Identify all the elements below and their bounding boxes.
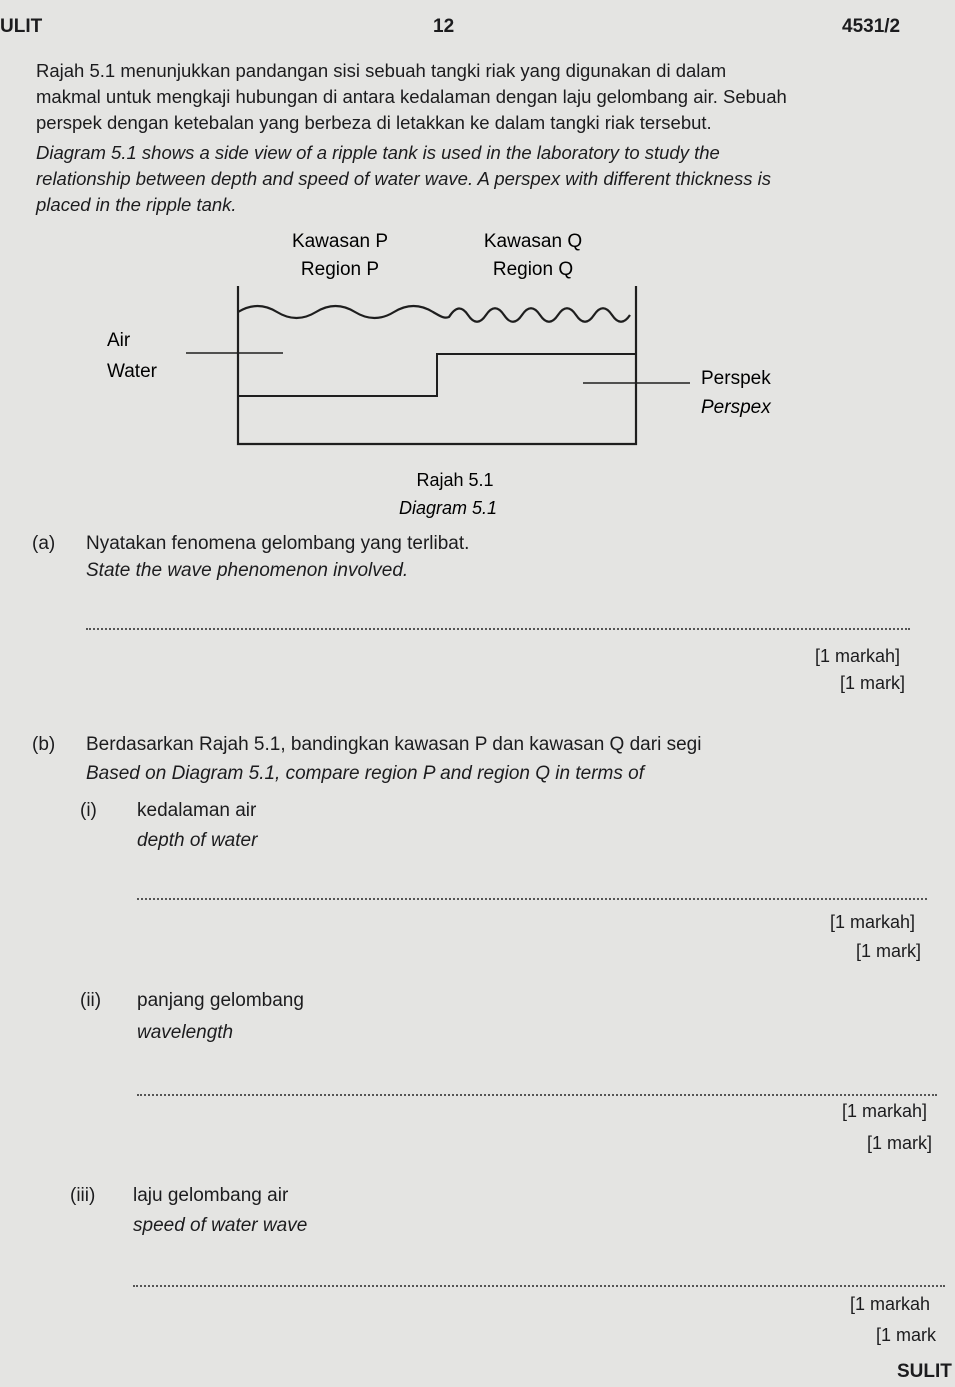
region-p-ms-label: Kawasan P xyxy=(291,231,389,252)
answer-line-b-ii[interactable] xyxy=(137,1094,937,1096)
footer-classification: SULIT xyxy=(897,1361,952,1382)
region-q-ms-label: Kawasan Q xyxy=(483,231,583,252)
intro-ms-line-3: perspek dengan ketebalan yang berbeza di letakkan ke dalam tangki riak tersebut. xyxy=(36,112,712,133)
water-surface-waves xyxy=(238,306,630,322)
intro-ms-line-1: Rajah 5.1 menunjukkan pandangan sisi sebuah tangki riak yang digunakan di dalam xyxy=(36,60,727,81)
answer-line-b-iii[interactable] xyxy=(133,1285,945,1287)
answer-line-a[interactable] xyxy=(86,628,910,630)
region-p-en-label: Region P xyxy=(300,259,380,280)
perspex-ms-label: Perspek xyxy=(701,368,771,389)
part-i-label: (i) xyxy=(80,800,97,821)
question-b-label: (b) xyxy=(32,734,56,755)
diagram-caption-ms: Rajah 5.1 xyxy=(416,470,494,490)
part-ii-mark-ms: [1 markah] xyxy=(842,1101,928,1121)
part-ii-en: wavelength xyxy=(137,1022,234,1043)
part-iii-label: (iii) xyxy=(70,1185,96,1206)
perspex-block xyxy=(238,354,636,396)
region-q-en-label: Region Q xyxy=(492,259,574,280)
paper-code: 4531/2 xyxy=(842,16,901,37)
part-iii-mark-ms: [1 markah xyxy=(850,1294,931,1314)
intro-en-line-3: placed in the ripple tank. xyxy=(36,194,237,215)
part-iii-ms: laju gelombang air xyxy=(133,1185,289,1206)
intro-en-line-1: Diagram 5.1 shows a side view of a ripple tank is used in the laboratory to study the xyxy=(36,142,720,163)
page-number: 12 xyxy=(433,16,455,37)
question-a-en: State the wave phenomenon involved. xyxy=(86,560,409,581)
question-a-label: (a) xyxy=(32,533,56,554)
question-a-mark-ms: [1 markah] xyxy=(815,646,901,666)
diagram-caption-en: Diagram 5.1 xyxy=(398,498,498,518)
part-i-mark-ms: [1 markah] xyxy=(830,912,916,932)
header-classification: ULIT xyxy=(0,16,43,37)
part-ii-mark-en: [1 mark] xyxy=(867,1133,933,1153)
ripple-tank-diagram xyxy=(0,220,955,530)
question-a-mark-en: [1 mark] xyxy=(840,673,906,693)
intro-ms-line-2: makmal untuk mengkaji hubungan di antara kedalaman dengan laju gelombang air. Sebuah xyxy=(36,86,787,107)
part-iii-en: speed of water wave xyxy=(133,1215,308,1236)
question-a-ms: Nyatakan fenomena gelombang yang terlibat. xyxy=(86,533,470,554)
part-i-ms: kedalaman air xyxy=(137,800,257,821)
part-ii-label: (ii) xyxy=(80,990,102,1011)
intro-en-line-2: relationship between depth and speed of water wave. A perspex with different thickness is xyxy=(36,168,771,189)
question-b-ms: Berdasarkan Rajah 5.1, bandingkan kawasan P dan kawasan Q dari segi xyxy=(86,734,702,755)
water-label: Water xyxy=(107,361,157,382)
perspex-en-label: Perspex xyxy=(701,397,771,418)
part-ii-ms: panjang gelombang xyxy=(137,990,304,1011)
air-label: Air xyxy=(107,330,131,351)
part-i-en: depth of water xyxy=(137,830,258,851)
answer-line-b-i[interactable] xyxy=(137,898,927,900)
part-i-mark-en: [1 mark] xyxy=(856,941,922,961)
part-iii-mark-en: [1 mark xyxy=(876,1325,937,1345)
question-b-en: Based on Diagram 5.1, compare region P and region Q in terms of xyxy=(86,763,644,784)
